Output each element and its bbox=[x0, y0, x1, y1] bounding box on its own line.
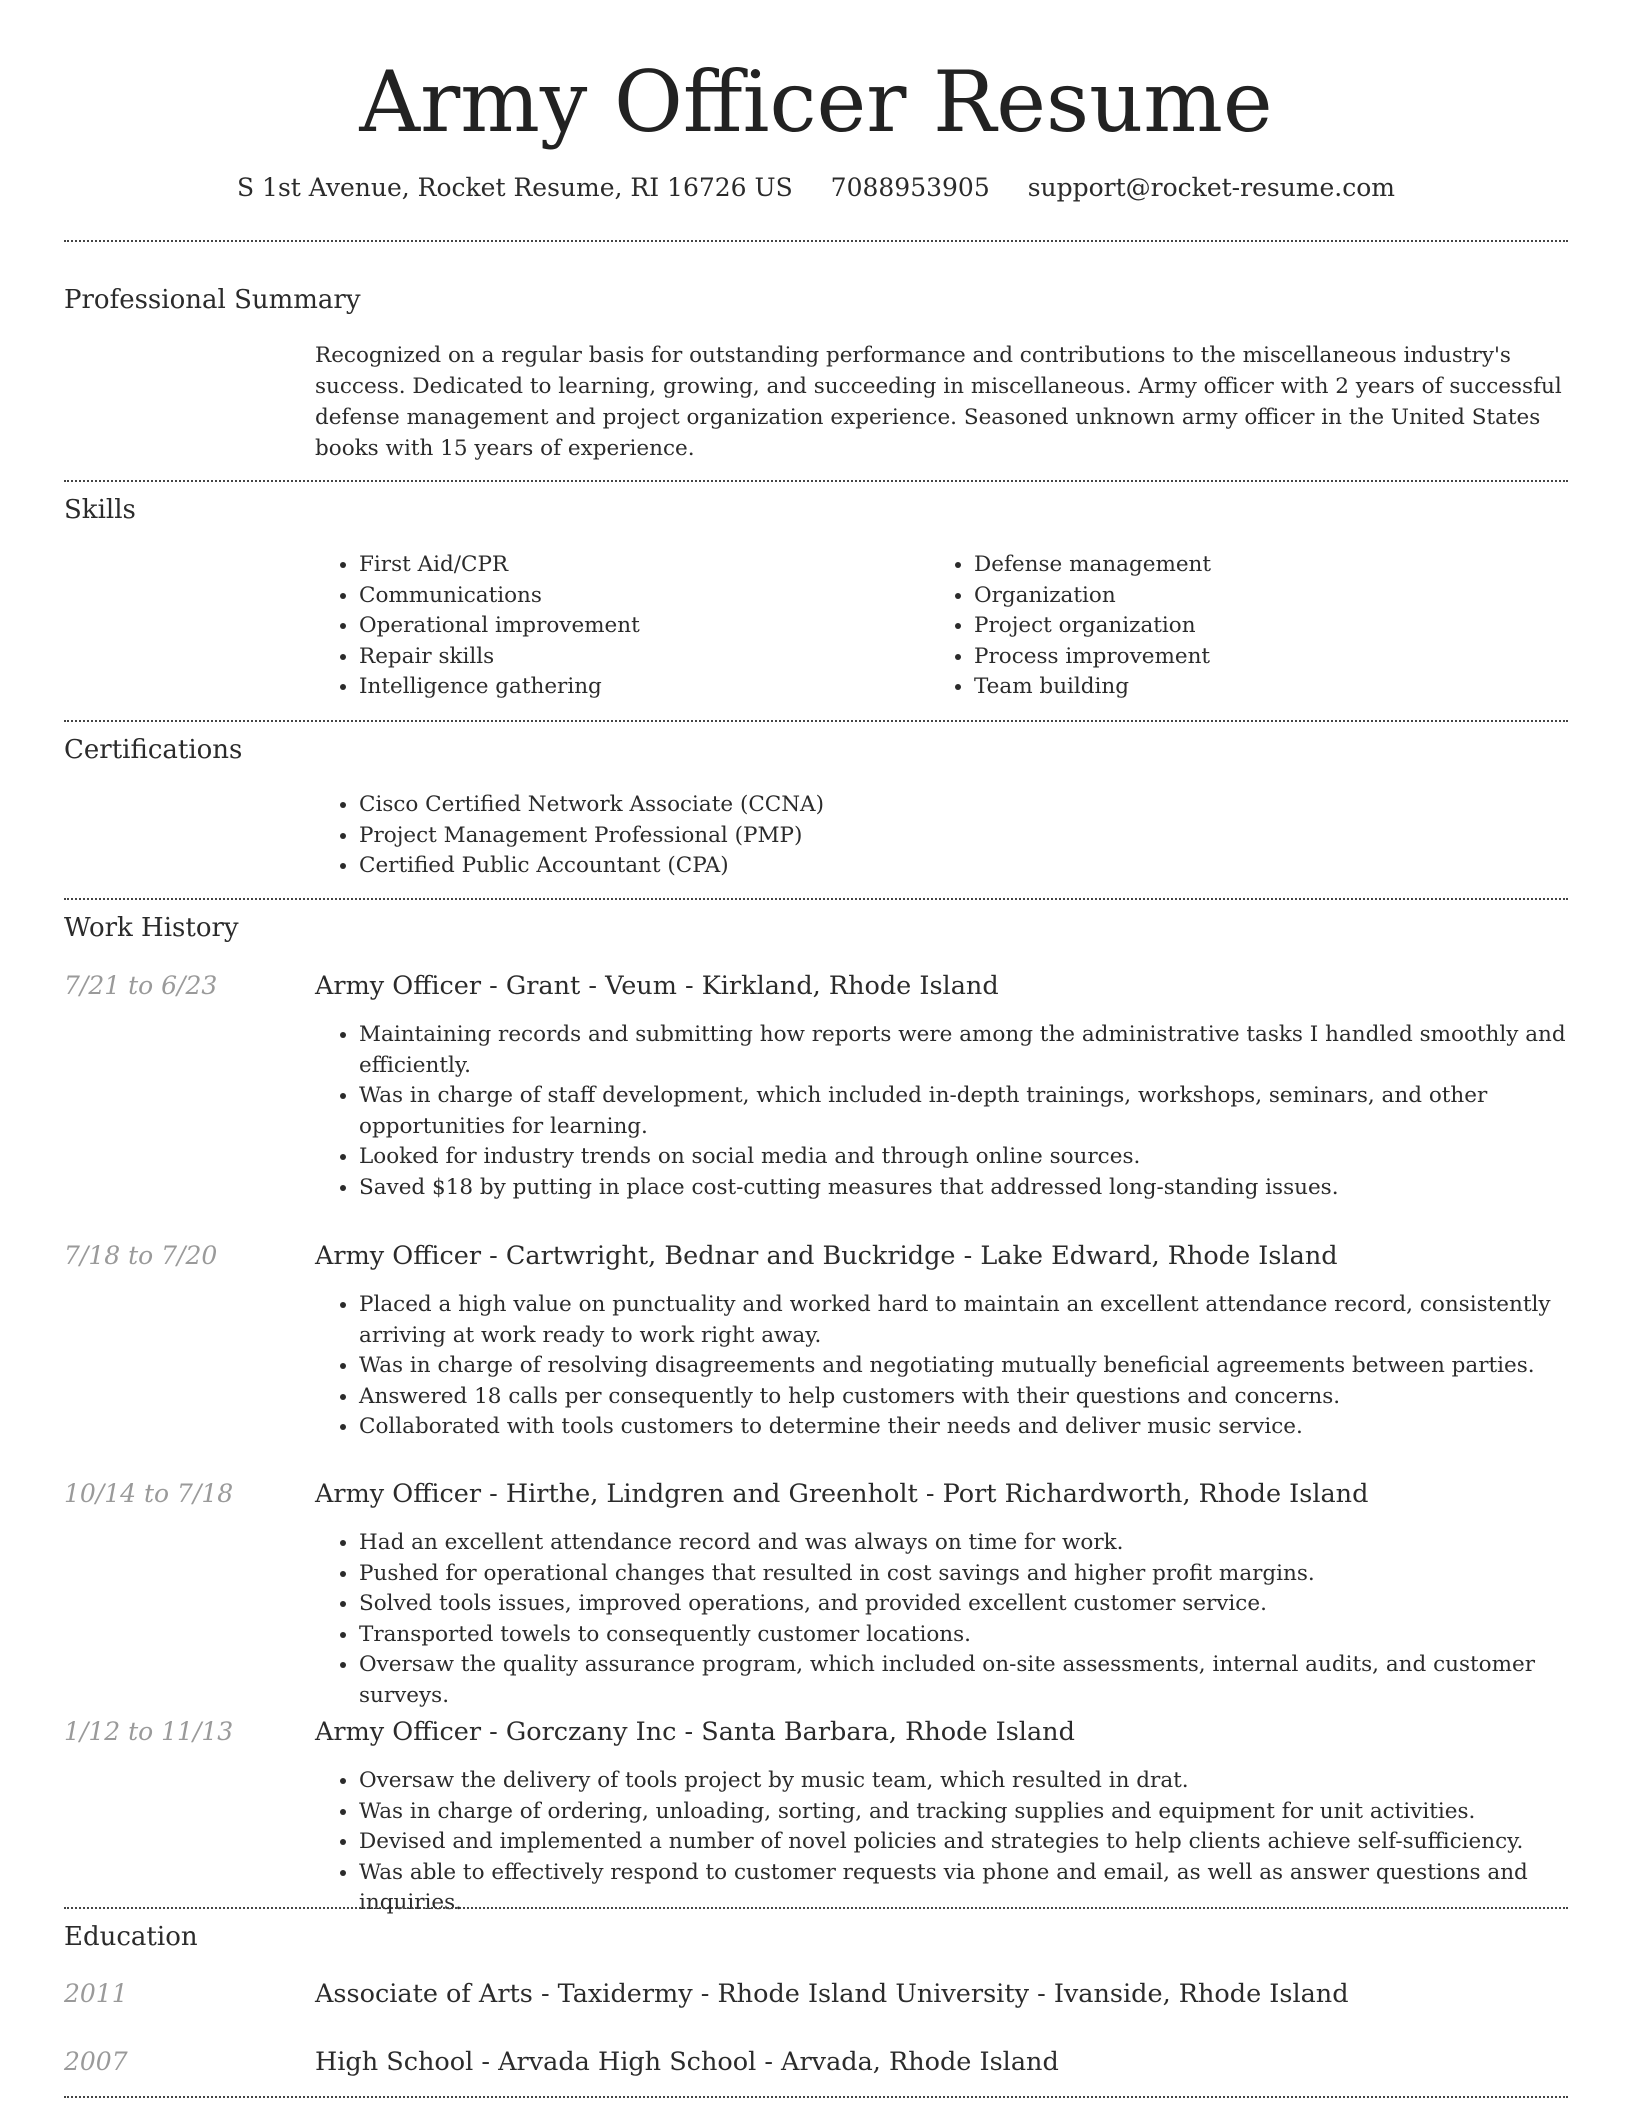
job-dates: 7/18 to 7/20 bbox=[64, 1241, 218, 1270]
skill-item: • Intelligence gathering bbox=[359, 672, 919, 703]
job-bullet: • Oversaw the delivery of tools project by music team, which resulted in drat. bbox=[359, 1766, 1609, 1797]
education-year: 2011 bbox=[64, 1979, 128, 2008]
certification-item: • Certified Public Accountant (CPA) bbox=[359, 851, 1559, 882]
job-bullet: • Was able to effectively respond to customer requests via phone and email, as well as answer questions and inquiries. bbox=[359, 1858, 1609, 1919]
skills-list-left bbox=[315, 550, 919, 703]
section-divider bbox=[64, 2096, 1568, 2098]
skill-item: • First Aid/CPR bbox=[359, 550, 919, 581]
job-bullet: • Was in charge of ordering, unloading, sorting, and tracking supplies and equipment for unit activities. bbox=[359, 1797, 1609, 1828]
summary-heading: Professional Summary bbox=[64, 285, 361, 315]
education-entry: High School - Arvada High School - Arvada, Rhode Island bbox=[315, 2047, 1059, 2077]
job-bullet: • Saved $18 by putting in place cost-cutting measures that addressed long-standing issues. bbox=[359, 1173, 1609, 1204]
education-entry: Associate of Arts - Taxidermy - Rhode Island University - Ivanside, Rhode Island bbox=[315, 1979, 1349, 2009]
job-bullet: • Transported towels to consequently customer locations. bbox=[359, 1620, 1609, 1651]
job-bullet: • Placed a high value on punctuality and worked hard to maintain an excellent attendance record, consistently arriving at work ready to work right away. bbox=[359, 1290, 1609, 1351]
job-bullet: • Was in charge of staff development, which included in-depth trainings, workshops, seminars, and other opportunities for learning. bbox=[359, 1081, 1609, 1142]
skill-item: • Organization bbox=[974, 581, 1534, 612]
section-divider bbox=[64, 898, 1568, 900]
certification-item: • Project Management Professional (PMP) bbox=[359, 821, 1559, 852]
section-divider bbox=[64, 1907, 1568, 1909]
job-bullet: • Solved tools issues, improved operations, and provided excellent customer service. bbox=[359, 1589, 1609, 1620]
job-bullet: • Pushed for operational changes that resulted in cost savings and higher profit margins. bbox=[359, 1559, 1609, 1590]
skill-item: • Defense management bbox=[974, 550, 1534, 581]
job-bullets bbox=[315, 1766, 1609, 1919]
job-dates: 1/12 to 11/13 bbox=[64, 1717, 234, 1746]
work-heading: Work History bbox=[64, 913, 239, 943]
skill-item: • Process improvement bbox=[974, 642, 1534, 673]
education-heading: Education bbox=[64, 1922, 198, 1952]
skills-list-right bbox=[930, 550, 1534, 703]
job-bullet: • Oversaw the quality assurance program, which included on-site assessments, internal audits, and customer surveys. bbox=[359, 1650, 1609, 1711]
skill-item: • Project organization bbox=[974, 611, 1534, 642]
section-divider bbox=[64, 720, 1568, 722]
job-bullet: • Looked for industry trends on social media and through online sources. bbox=[359, 1142, 1609, 1173]
skill-item: • Communications bbox=[359, 581, 919, 612]
certifications-list bbox=[315, 790, 1559, 882]
job-bullets bbox=[315, 1020, 1609, 1203]
contact-email: support@rocket-resume.com bbox=[1027, 173, 1395, 202]
job-bullet: • Collaborated with tools customers to determine their needs and deliver music service. bbox=[359, 1412, 1609, 1443]
certifications-heading: Certifications bbox=[64, 735, 243, 765]
job-title: Army Officer - Hirthe, Lindgren and Greenholt - Port Richardworth, Rhode Island bbox=[315, 1479, 1369, 1509]
job-bullet: • Answered 18 calls per consequently to help customers with their questions and concerns. bbox=[359, 1382, 1609, 1413]
certification-item: • Cisco Certified Network Associate (CCNA) bbox=[359, 790, 1559, 821]
contact-address: S 1st Avenue, Rocket Resume, RI 16726 US bbox=[236, 173, 793, 202]
job-dates: 10/14 to 7/18 bbox=[64, 1479, 234, 1508]
resume-title: Army Officer Resume bbox=[359, 53, 1273, 151]
skill-item: • Team building bbox=[974, 672, 1534, 703]
job-bullet: • Devised and implemented a number of novel policies and strategies to help clients achieve self-sufficiency. bbox=[359, 1827, 1609, 1858]
job-title: Army Officer - Grant - Veum - Kirkland, Rhode Island bbox=[315, 971, 999, 1001]
skill-item: • Repair skills bbox=[359, 642, 919, 673]
skills-heading: Skills bbox=[64, 495, 136, 525]
job-title: Army Officer - Gorczany Inc - Santa Barbara, Rhode Island bbox=[315, 1717, 1075, 1747]
job-dates: 7/21 to 6/23 bbox=[64, 971, 218, 1000]
section-divider bbox=[64, 240, 1568, 242]
contact-line bbox=[0, 170, 1632, 206]
job-bullet: • Was in charge of resolving disagreements and negotiating mutually beneficial agreements between parties. bbox=[359, 1351, 1609, 1382]
job-bullets bbox=[315, 1528, 1609, 1711]
job-bullets bbox=[315, 1290, 1609, 1443]
job-bullet: • Had an excellent attendance record and was always on time for work. bbox=[359, 1528, 1609, 1559]
job-bullet: • Maintaining records and submitting how reports were among the administrative tasks I handled smoothly and efficiently. bbox=[359, 1020, 1609, 1081]
education-year: 2007 bbox=[64, 2047, 128, 2076]
summary-text: Recognized on a regular basis for outstanding performance and contributions to the miscellaneous industry's success. Dedicated to learning, growing, and succeeding in miscellaneous. Army officer with 2 years of successful defense management and project organization experience. Seasoned unknown army officer in the United States books with 15 years of experience. bbox=[315, 343, 1562, 461]
skill-item: • Operational improvement bbox=[359, 611, 919, 642]
job-title: Army Officer - Cartwright, Bednar and Buckridge - Lake Edward, Rhode Island bbox=[315, 1241, 1338, 1271]
section-divider bbox=[64, 480, 1568, 482]
contact-phone: 7088953905 bbox=[830, 173, 990, 202]
